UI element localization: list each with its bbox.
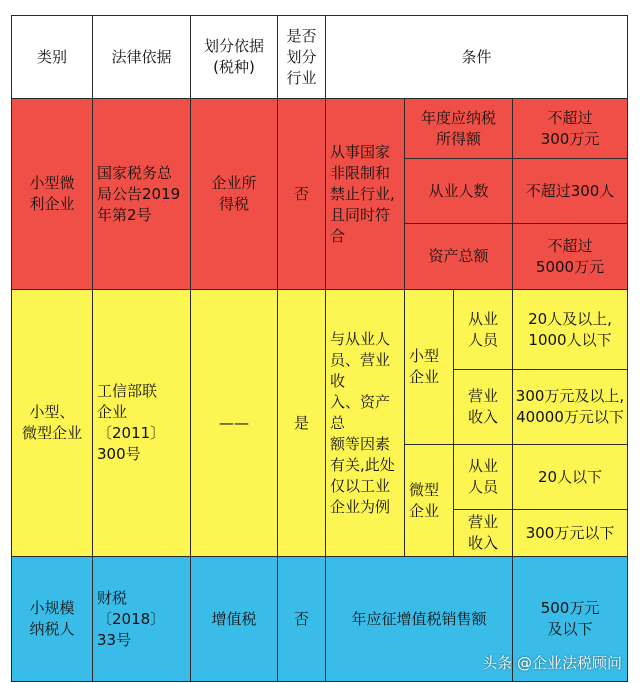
condition-item-cell: 从业 人员 [454,290,513,370]
condition-value-cell: 不超过 5000万元 [513,224,628,290]
size-label-small: 小型 企业 [405,290,454,445]
legal-basis-cell: 国家税务总 局公告2019 年第2号 [93,99,191,290]
header-category: 类别 [12,16,93,99]
condition-item-cell: 营业 收入 [454,370,513,445]
header-division-basis: 划分依据 (税种) [191,16,278,99]
condition-item-cell: 从业人数 [405,159,513,224]
category-cell: 小规模 纳税人 [12,557,93,682]
header-by-industry: 是否 划分 行业 [278,16,326,99]
tax-classification-table [11,15,628,682]
size-label-micro: 微型 企业 [405,445,454,557]
condition-text-cell: 与从业人 员、营业收 入、资产总 额等因素 有关,此处 仅以工业 企业为例 [326,290,405,557]
condition-text-cell: 年应征增值税销售额 [326,557,513,682]
condition-text-cell: 从事国家 非限制和 禁止行业, 且同时符 合 [326,99,405,290]
category-cell: 小型微 利企业 [12,99,93,290]
division-basis-cell: —— [191,290,278,557]
condition-item-cell: 年度应纳税 所得额 [405,99,513,159]
header-conditions: 条件 [326,16,628,99]
condition-item-cell: 营业 收入 [454,510,513,557]
watermark: 头条 @企业法税顾问 [482,654,622,672]
condition-value-cell: 20人及以上, 1000人以下 [513,290,628,370]
condition-value-cell: 300万元及以上, 40000万元以下 [513,370,628,445]
division-basis-cell: 增值税 [191,557,278,682]
legal-basis-cell: 财税 〔2018〕 33号 [93,557,191,682]
legal-basis-cell: 工信部联 企业〔2011〕 300号 [93,290,191,557]
by-industry-cell: 否 [278,557,326,682]
by-industry-cell: 否 [278,99,326,290]
condition-value-cell: 500万元 及以下 [513,557,628,682]
table-row [12,290,628,370]
by-industry-cell: 是 [278,290,326,557]
condition-value-cell: 不超过 300万元 [513,99,628,159]
condition-value-cell: 20人以下 [513,445,628,510]
category-cell: 小型、 微型企业 [12,290,93,557]
condition-value-cell: 300万元以下 [513,510,628,557]
condition-item-cell: 从业 人员 [454,445,513,510]
condition-item-cell: 资产总额 [405,224,513,290]
condition-value-cell: 不超过300人 [513,159,628,224]
table-row [12,99,628,159]
header-legal-basis: 法律依据 [93,16,191,99]
header-row [12,16,628,99]
division-basis-cell: 企业所 得税 [191,99,278,290]
